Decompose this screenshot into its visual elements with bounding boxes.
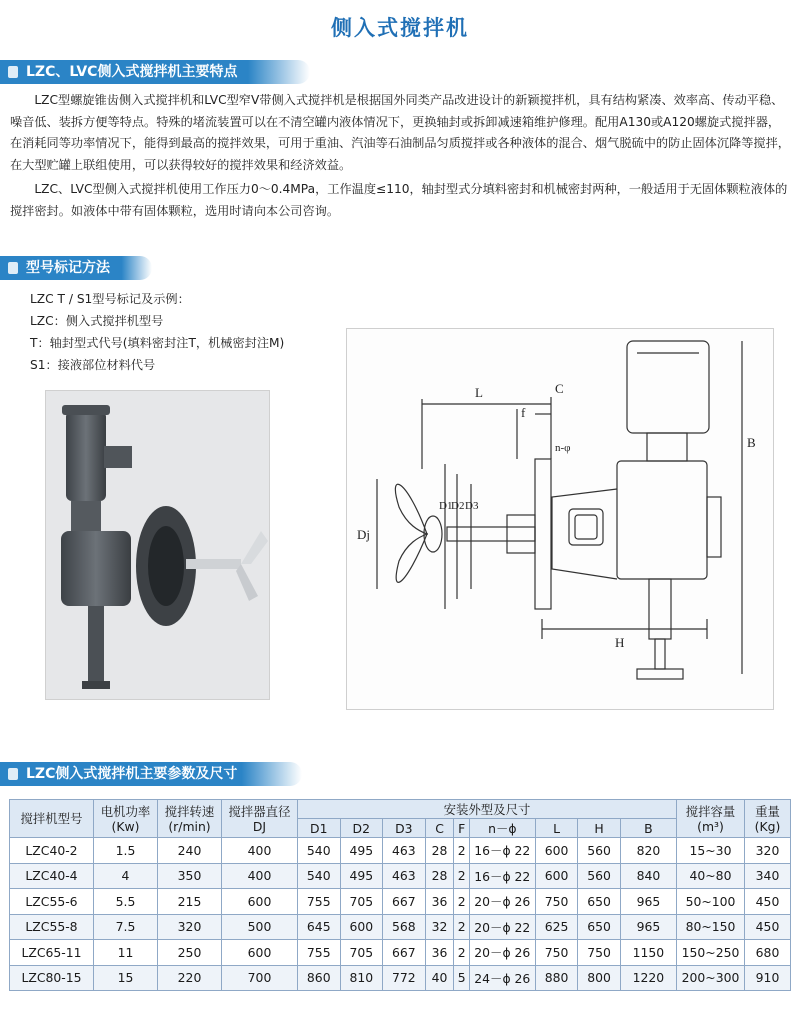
table-cell: 500: [222, 914, 298, 940]
table-cell: 2: [454, 914, 469, 940]
table-cell: 667: [383, 889, 426, 915]
header-diameter: 搅拌器直径 DJ: [222, 800, 298, 838]
table-cell: 965: [620, 889, 676, 915]
table-cell: 450: [745, 889, 791, 915]
drawing-label-b: B: [747, 435, 756, 450]
table-cell: 800: [578, 965, 621, 991]
header-sub: C: [425, 819, 454, 838]
table-cell: 600: [222, 889, 298, 915]
header-model: 搅拌机型号: [10, 800, 94, 838]
drawing-label-c: C: [555, 381, 564, 396]
table-cell: 560: [578, 863, 621, 889]
table-cell: 495: [340, 838, 383, 864]
table-cell: 810: [340, 965, 383, 991]
page-title: 侧入式搅拌机: [331, 16, 469, 40]
table-cell: 1150: [620, 940, 676, 966]
table-cell: LZC40-2: [10, 838, 94, 864]
table-cell: 600: [222, 940, 298, 966]
section-heading-features: LZC、LVC侧入式搅拌机主要特点: [0, 60, 310, 84]
header-sub: D1: [298, 819, 341, 838]
table-cell: 600: [535, 863, 578, 889]
table-cell: 40: [425, 965, 454, 991]
table-cell: 463: [383, 863, 426, 889]
table-cell: 568: [383, 914, 426, 940]
table-cell: 40~80: [677, 863, 745, 889]
header-capacity: 搅拌容量 (m³): [677, 800, 745, 838]
table-cell: 560: [578, 838, 621, 864]
table-cell: 965: [620, 914, 676, 940]
header-sub: F: [454, 819, 469, 838]
table-cell: LZC55-8: [10, 914, 94, 940]
drawing-label-h: H: [615, 635, 625, 650]
table-cell: 755: [298, 940, 341, 966]
table-cell: 2: [454, 940, 469, 966]
table-cell: 320: [158, 914, 222, 940]
drawing-label-d3: D3: [465, 500, 479, 512]
features-paragraph-1: LZC型螺旋锥齿侧入式搅拌机和LVC型窄V带侧入式搅拌机是根据国外同类产品改进设计的新颖搅拌机，具有结构紧凑、效率高、传动平稳、噪音低、装拆方便等特点。特殊的堵流装置可以在不清空罐内液体情况下，更换轴封或拆卸减速箱维护修理。配用A130或A120螺旋式搅拌器，在消耗同等功率情况下，能得到最高的搅拌效果，可用于重油、汽油等石油制品匀质搅拌或各种液体的混合、烟气脱硫中的防止固体沉降等搅拌，在大型贮罐上联组使用，可以获得较好的搅拌效果和经济效益。: [10, 93, 790, 172]
table-row: [10, 940, 791, 966]
dimension-drawing: [347, 329, 774, 710]
table-cell: 32: [425, 914, 454, 940]
drawing-label-dj: Dj: [357, 527, 370, 542]
table-cell: 650: [578, 914, 621, 940]
section-heading-model-notation: 型号标记方法: [0, 256, 152, 280]
table-cell: 840: [620, 863, 676, 889]
table-cell: 645: [298, 914, 341, 940]
table-cell: 16－ϕ 22: [469, 863, 535, 889]
table-cell: LZC65-11: [10, 940, 94, 966]
model-notation-line: LZC：侧入式搅拌机型号: [30, 314, 164, 328]
table-cell: 705: [340, 889, 383, 915]
drawing-label-d1: D1: [439, 500, 453, 512]
table-cell: 750: [535, 940, 578, 966]
table-cell: 80~150: [677, 914, 745, 940]
table-cell: 650: [578, 889, 621, 915]
mixer-photo-illustration: [46, 391, 270, 700]
model-notation-line: T：轴封型式代号(填料密封注T，机械密封注M): [30, 336, 285, 350]
table-cell: 880: [535, 965, 578, 991]
table-cell: 2: [454, 838, 469, 864]
table-row: [10, 914, 791, 940]
table-cell: 20－ϕ 26: [469, 940, 535, 966]
table-cell: 2: [454, 889, 469, 915]
table-cell: 250: [158, 940, 222, 966]
table-row: [10, 863, 791, 889]
table-cell: LZC40-4: [10, 863, 94, 889]
table-cell: 5: [454, 965, 469, 991]
header-sub: B: [620, 819, 676, 838]
table-cell: 667: [383, 940, 426, 966]
table-cell: 16－ϕ 22: [469, 838, 535, 864]
table-cell: 495: [340, 863, 383, 889]
table-cell: 215: [158, 889, 222, 915]
header-sub: L: [535, 819, 578, 838]
features-paragraph-2: LZC、LVC型侧入式搅拌机使用工作压力0～0.4MPa，工作温度≤110，轴封型式分填料密封和机械密封两种，一般适用于无固体颗粒液体的搅拌密封。如液体中带有固体颗粒，选用时请向本公司咨询。: [10, 182, 788, 218]
table-cell: 240: [158, 838, 222, 864]
params-table: [9, 799, 791, 991]
table-cell: 24－ϕ 26: [469, 965, 535, 991]
table-row: [10, 965, 791, 991]
table-cell: 20－ϕ 22: [469, 914, 535, 940]
table-cell: 200~300: [677, 965, 745, 991]
model-notation-line: S1：接液部位材料代号: [30, 358, 156, 372]
table-cell: 750: [578, 940, 621, 966]
table-cell: 910: [745, 965, 791, 991]
table-cell: 450: [745, 914, 791, 940]
table-cell: 4: [94, 863, 158, 889]
table-cell: 1.5: [94, 838, 158, 864]
technical-drawing: [346, 328, 774, 710]
drawing-label-f: f: [521, 405, 526, 420]
table-cell: 320: [745, 838, 791, 864]
table-cell: 20－ϕ 26: [469, 889, 535, 915]
table-cell: 772: [383, 965, 426, 991]
header-speed: 搅拌转速 (r/min): [158, 800, 222, 838]
table-cell: 700: [222, 965, 298, 991]
header-weight: 重量 (Kg): [745, 800, 791, 838]
table-row: [10, 838, 791, 864]
table-cell: 50~100: [677, 889, 745, 915]
table-cell: 7.5: [94, 914, 158, 940]
table-cell: 463: [383, 838, 426, 864]
model-notation-line: LZC T / S1型号标记及示例：: [30, 292, 190, 306]
header-sub: n－ϕ: [469, 819, 535, 838]
table-cell: 28: [425, 863, 454, 889]
table-cell: 15: [94, 965, 158, 991]
table-cell: 36: [425, 889, 454, 915]
table-cell: 400: [222, 863, 298, 889]
table-cell: LZC80-15: [10, 965, 94, 991]
header-install: 安装外型及尺寸: [298, 800, 677, 819]
table-cell: 15~30: [677, 838, 745, 864]
table-cell: 600: [535, 838, 578, 864]
product-photo: [45, 390, 270, 700]
table-cell: 350: [158, 863, 222, 889]
drawing-label-d2: D2: [451, 500, 465, 512]
section-heading-params: LZC侧入式搅拌机主要参数及尺寸: [0, 762, 302, 786]
table-cell: LZC55-6: [10, 889, 94, 915]
header-sub: H: [578, 819, 621, 838]
table-cell: 220: [158, 965, 222, 991]
table-cell: 11: [94, 940, 158, 966]
table-cell: 755: [298, 889, 341, 915]
table-cell: 750: [535, 889, 578, 915]
drawing-label-n-phi: n-φ: [555, 442, 571, 454]
table-cell: 2: [454, 863, 469, 889]
table-cell: 540: [298, 863, 341, 889]
table-cell: 860: [298, 965, 341, 991]
table-cell: 150~250: [677, 940, 745, 966]
table-cell: 820: [620, 838, 676, 864]
params-table-body: [10, 838, 791, 991]
table-cell: 36: [425, 940, 454, 966]
table-cell: 400: [222, 838, 298, 864]
table-cell: 600: [340, 914, 383, 940]
drawing-label-l: L: [475, 385, 483, 400]
table-cell: 540: [298, 838, 341, 864]
model-notation-list: [30, 288, 284, 376]
table-row: [10, 889, 791, 915]
table-cell: 625: [535, 914, 578, 940]
table-cell: 680: [745, 940, 791, 966]
table-cell: 1220: [620, 965, 676, 991]
table-cell: 340: [745, 863, 791, 889]
table-cell: 5.5: [94, 889, 158, 915]
header-sub: D2: [340, 819, 383, 838]
table-cell: 28: [425, 838, 454, 864]
header-sub: D3: [383, 819, 426, 838]
header-power: 电机功率 (Kw): [94, 800, 158, 838]
table-cell: 705: [340, 940, 383, 966]
